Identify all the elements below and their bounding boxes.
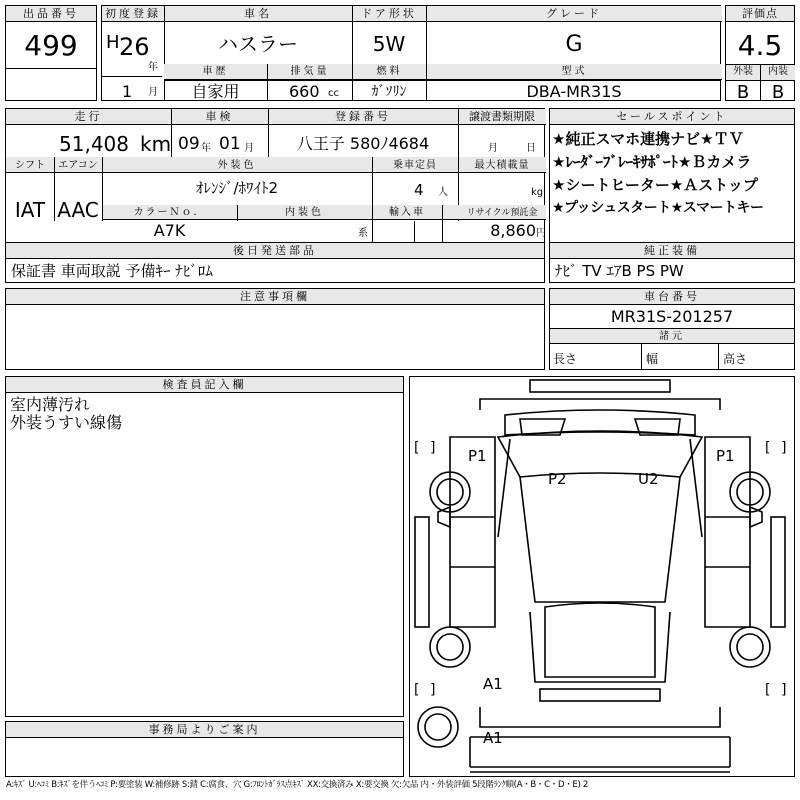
car-outline-diagram: [410, 377, 794, 776]
notes-block: [5, 288, 545, 370]
int-score-label: 内装: [768, 66, 788, 77]
office-block: [5, 721, 404, 777]
inspector-note-2: 外装うすい線傷: [10, 413, 123, 432]
chassis-block: [549, 288, 795, 370]
mileage: 51,408: [59, 132, 129, 156]
later-parts-label: 後日発送部品: [6, 243, 544, 259]
bracket-left-bottom: [: [414, 682, 420, 698]
lot-number: 499: [24, 29, 78, 62]
int-score: B: [771, 82, 785, 103]
capacity: 4: [414, 181, 424, 199]
recycle-label: リサイクル預託金: [466, 208, 538, 218]
recycle-amount: 8,860: [490, 221, 536, 240]
doc-day-unit: 日: [526, 143, 536, 154]
displacement-label: 排気量: [290, 66, 330, 77]
mileage-label: 走行: [6, 109, 171, 125]
ext-color-label: 外装色: [217, 160, 257, 171]
aircon: AAC: [57, 198, 99, 222]
ext-score-label: 外装: [733, 66, 753, 77]
doc-period-label: 譲渡書類期限: [458, 109, 546, 125]
later-parts-block: [5, 242, 545, 283]
damage-diagram: [409, 376, 795, 777]
sales-points-label: セールスポイント: [550, 109, 794, 125]
inspection-label: 車検: [171, 109, 268, 125]
history: 自家用: [191, 82, 240, 101]
grade-label: グレード: [426, 6, 722, 22]
insp-month-unit: 月: [244, 143, 254, 154]
notes-label: 注意事項欄: [6, 289, 544, 305]
bracket-left-top: [: [414, 440, 420, 456]
yen-unit: 円: [536, 228, 546, 239]
max-load-label: 最大積載量: [474, 160, 530, 171]
lot-number-label: 出品番号: [6, 6, 96, 22]
color-no-label: カラーＮｏ．: [133, 207, 206, 218]
chassis-number: MR31S-201257: [610, 307, 734, 326]
shift-label: シフト: [15, 160, 45, 171]
score-cell: [725, 5, 795, 101]
fuel-label: 燃料: [376, 66, 403, 77]
sales-point-1: ★純正スマホ連携ナビ★ＴＶ: [552, 130, 744, 148]
fuel: ｶﾞｿﾘﾝ: [371, 84, 407, 100]
plate-number: 八王子 580ﾉ4684: [296, 134, 430, 153]
color-no: A7K: [153, 221, 186, 240]
model-code-label: 型式: [561, 66, 588, 77]
inspector-note-1: 室内薄汚れ: [10, 395, 91, 414]
damage-mark-hood-left: P2: [548, 470, 567, 488]
height-label: 高さ: [723, 352, 748, 366]
width-label: 幅: [646, 352, 659, 366]
bracket-right-top-l: ]: [430, 440, 436, 456]
person-unit: 人: [438, 187, 448, 198]
sales-point-3: ★シートヒーター★Ａストップ: [552, 176, 758, 194]
genuine-equipment: ﾅﾋﾞ TV ｴｱB PS PW: [555, 262, 684, 280]
car-name: ハスラー: [218, 32, 298, 56]
model-code: DBA-MR31S: [526, 82, 622, 101]
damage-mark-front-right: P1: [716, 447, 735, 465]
score: 4.5: [737, 29, 783, 62]
aircon-label: エアコン: [58, 160, 98, 171]
legend-text: A:ｷｽﾞ U:ﾍｺﾐ B:ｷｽﾞを伴うﾍｺﾐ P:要塗装 W:補修跡 S:錆 C:腐食、穴 G:ﾌﾛﾝﾄｶﾞﾗｽ点ｷｽﾞ XX:交換済み X:要交換 欠:欠品 内・外装評価 5段階ﾗﾝｸ順(A・B・C・D・E) 2: [6, 780, 589, 790]
year-unit: 年: [148, 62, 158, 73]
reg-month: 1: [122, 82, 133, 101]
shift: IAT: [14, 198, 46, 222]
displacement: 660: [289, 82, 320, 101]
sales-point-4: ★プッシュスタート★スマートキー: [552, 200, 764, 216]
insp-year: 09: [178, 134, 200, 154]
chassis-label: 車台番号: [550, 289, 794, 305]
damage-mark-rear-bumper: A1: [483, 729, 503, 747]
genuine-equipment-block: [549, 242, 795, 283]
score-label: 評価点: [726, 6, 794, 22]
first-reg-label: 初度登録: [102, 6, 164, 22]
ext-score: B: [736, 82, 750, 103]
car-name-label: 車名: [164, 6, 352, 22]
bracket-left-bottom-r: [: [765, 682, 771, 698]
era: H: [106, 32, 120, 53]
dims-label: 諸元: [659, 331, 685, 342]
km-unit: km: [140, 132, 172, 156]
vehicle-info-block: [101, 5, 721, 101]
detail-block: [5, 108, 545, 243]
genuine-equipment-label: 純正装備: [550, 243, 794, 259]
inspector-block: [5, 376, 404, 717]
damage-mark-hood-right: U2: [638, 470, 659, 488]
history-label: 車歴: [202, 66, 229, 77]
door-label: ドア形状: [352, 6, 426, 22]
length-label: 長さ: [553, 352, 578, 366]
import-label: 輸入車: [389, 207, 425, 218]
doc-month-unit: 月: [488, 143, 498, 154]
month-unit: 月: [148, 87, 158, 98]
insp-year-unit: 年: [201, 143, 211, 154]
bracket-right-bottom: ]: [781, 682, 787, 698]
damage-mark-rear-left: A1: [483, 675, 503, 693]
office-label: 事務局よりご案内: [6, 722, 403, 738]
capacity-label: 乗車定員: [393, 160, 437, 171]
int-color-label: 内装色: [285, 207, 324, 218]
lot-number-cell: [5, 5, 97, 101]
kg-unit: kg: [531, 187, 544, 198]
damage-mark-front-left: P1: [468, 447, 487, 465]
later-parts: 保証書 車両取説 予備ｷｰ ﾅﾋﾞﾛﾑ: [11, 262, 213, 280]
sales-point-2: ★ﾚｰﾀﾞｰﾌﾞﾚｰｷｻﾎﾟｰﾄ★Ｂカメラ: [552, 153, 752, 171]
sales-points-block: [549, 108, 795, 243]
cc-unit: cc: [328, 88, 339, 99]
kei-unit: 系: [358, 228, 368, 239]
plate-label: 登録番号: [268, 109, 458, 125]
inspector-label: 検査員記入欄: [6, 377, 403, 393]
ext-color: ｵﾚﾝｼﾞ/ﾎﾜｲﾄ2: [195, 179, 279, 197]
bracket-left-top-r: [: [765, 440, 771, 456]
bracket-right-bottom-l: ]: [430, 682, 436, 698]
reg-year: 26: [119, 33, 150, 61]
door-type: 5W: [372, 32, 406, 56]
grade: G: [565, 32, 583, 57]
insp-month: 01: [219, 134, 241, 154]
bracket-right-top: ]: [781, 440, 787, 456]
